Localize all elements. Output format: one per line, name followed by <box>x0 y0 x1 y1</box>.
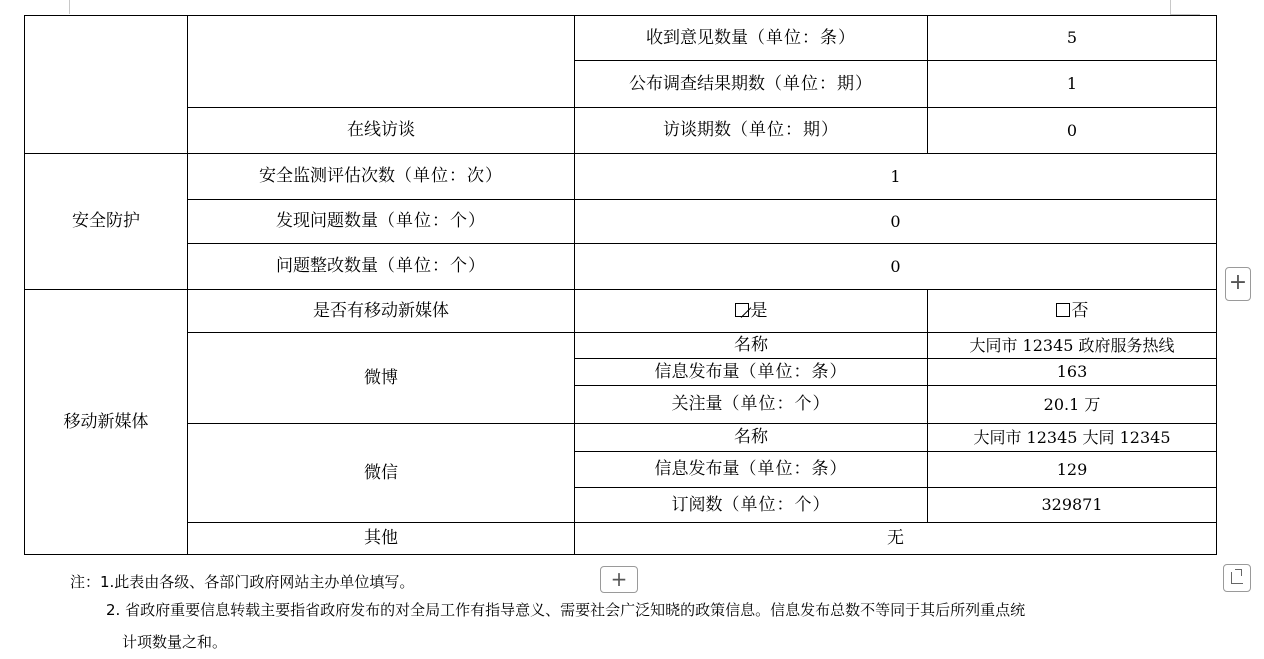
report-table <box>24 15 1217 555</box>
table-resize-handle[interactable] <box>1223 564 1251 592</box>
wechat-sub-value: 329871 <box>928 488 1217 523</box>
add-column-button[interactable]: + <box>600 566 638 593</box>
checked-box-icon[interactable] <box>735 303 749 317</box>
table-row <box>25 523 1217 555</box>
table-row <box>25 108 1217 154</box>
wechat-publish-value: 129 <box>928 452 1217 488</box>
security-item-label: 发现问题数量（单位：个） <box>188 200 575 244</box>
table-row <box>25 333 1217 359</box>
has-media-label: 是否有移动新媒体 <box>188 290 575 333</box>
wechat-label: 微信 <box>188 424 575 523</box>
feedback-count-value: 5 <box>928 16 1217 61</box>
weibo-name-value: 大同市 12345 政府服务热线 <box>928 333 1217 359</box>
table-row <box>25 154 1217 200</box>
table-row <box>25 244 1217 290</box>
table-row <box>25 200 1217 244</box>
weibo-follow-value: 20.1 万 <box>928 386 1217 424</box>
wechat-sub-label: 订阅数（单位：个） <box>575 488 928 523</box>
security-item-value: 1 <box>575 154 1217 200</box>
security-category: 安全防护 <box>25 154 188 290</box>
security-item-label: 问题整改数量（单位：个） <box>188 244 575 290</box>
table-row <box>25 16 1217 61</box>
weibo-publish-value: 163 <box>928 359 1217 386</box>
weibo-follow-label: 关注量（单位：个） <box>575 386 928 424</box>
survey-results-label: 公布调查结果期数（单位：期） <box>575 61 928 108</box>
weibo-label: 微博 <box>188 333 575 424</box>
other-label: 其他 <box>188 523 575 555</box>
interview-periods-value: 0 <box>928 108 1217 154</box>
feedback-count-label: 收到意见数量（单位：条） <box>575 16 928 61</box>
other-value: 无 <box>575 523 1217 555</box>
table-row <box>25 290 1217 333</box>
note-2: 2. 省政府重要信息转载主要指省政府发布的对全局工作有指导意义、需要社会广泛知晓的政策信息。信息发布总数不等同于其后所列重点统 <box>106 601 1026 619</box>
security-item-value: 0 <box>575 200 1217 244</box>
table-cell-empty <box>25 16 188 154</box>
interview-periods-label: 访谈期数（单位：期） <box>575 108 928 154</box>
checkbox-icon[interactable] <box>1056 303 1070 317</box>
no-option[interactable]: 否 <box>928 290 1217 333</box>
wechat-name-value: 大同市 12345 大同 12345 <box>928 424 1217 452</box>
table-row <box>25 424 1217 452</box>
weibo-name-label: 名称 <box>575 333 928 359</box>
yes-option[interactable]: 是 <box>575 290 928 333</box>
table-cell-empty <box>188 16 575 108</box>
note-2-continued: 计项数量之和。 <box>122 633 228 651</box>
note-1: 注：1.此表由各级、各部门政府网站主办单位填写。 <box>70 573 415 591</box>
weibo-publish-label: 信息发布量（单位：条） <box>575 359 928 386</box>
media-category: 移动新媒体 <box>25 290 188 555</box>
survey-results-value: 1 <box>928 61 1217 108</box>
add-row-button[interactable]: + <box>1225 267 1251 301</box>
security-item-value: 0 <box>575 244 1217 290</box>
page-margin-right <box>1170 0 1171 14</box>
security-item-label: 安全监测评估次数（单位：次） <box>188 154 575 200</box>
online-interview-label: 在线访谈 <box>188 108 575 154</box>
wechat-publish-label: 信息发布量（单位：条） <box>575 452 928 488</box>
resize-icon <box>1231 572 1243 584</box>
wechat-name-label: 名称 <box>575 424 928 452</box>
page-margin-left <box>69 0 70 14</box>
